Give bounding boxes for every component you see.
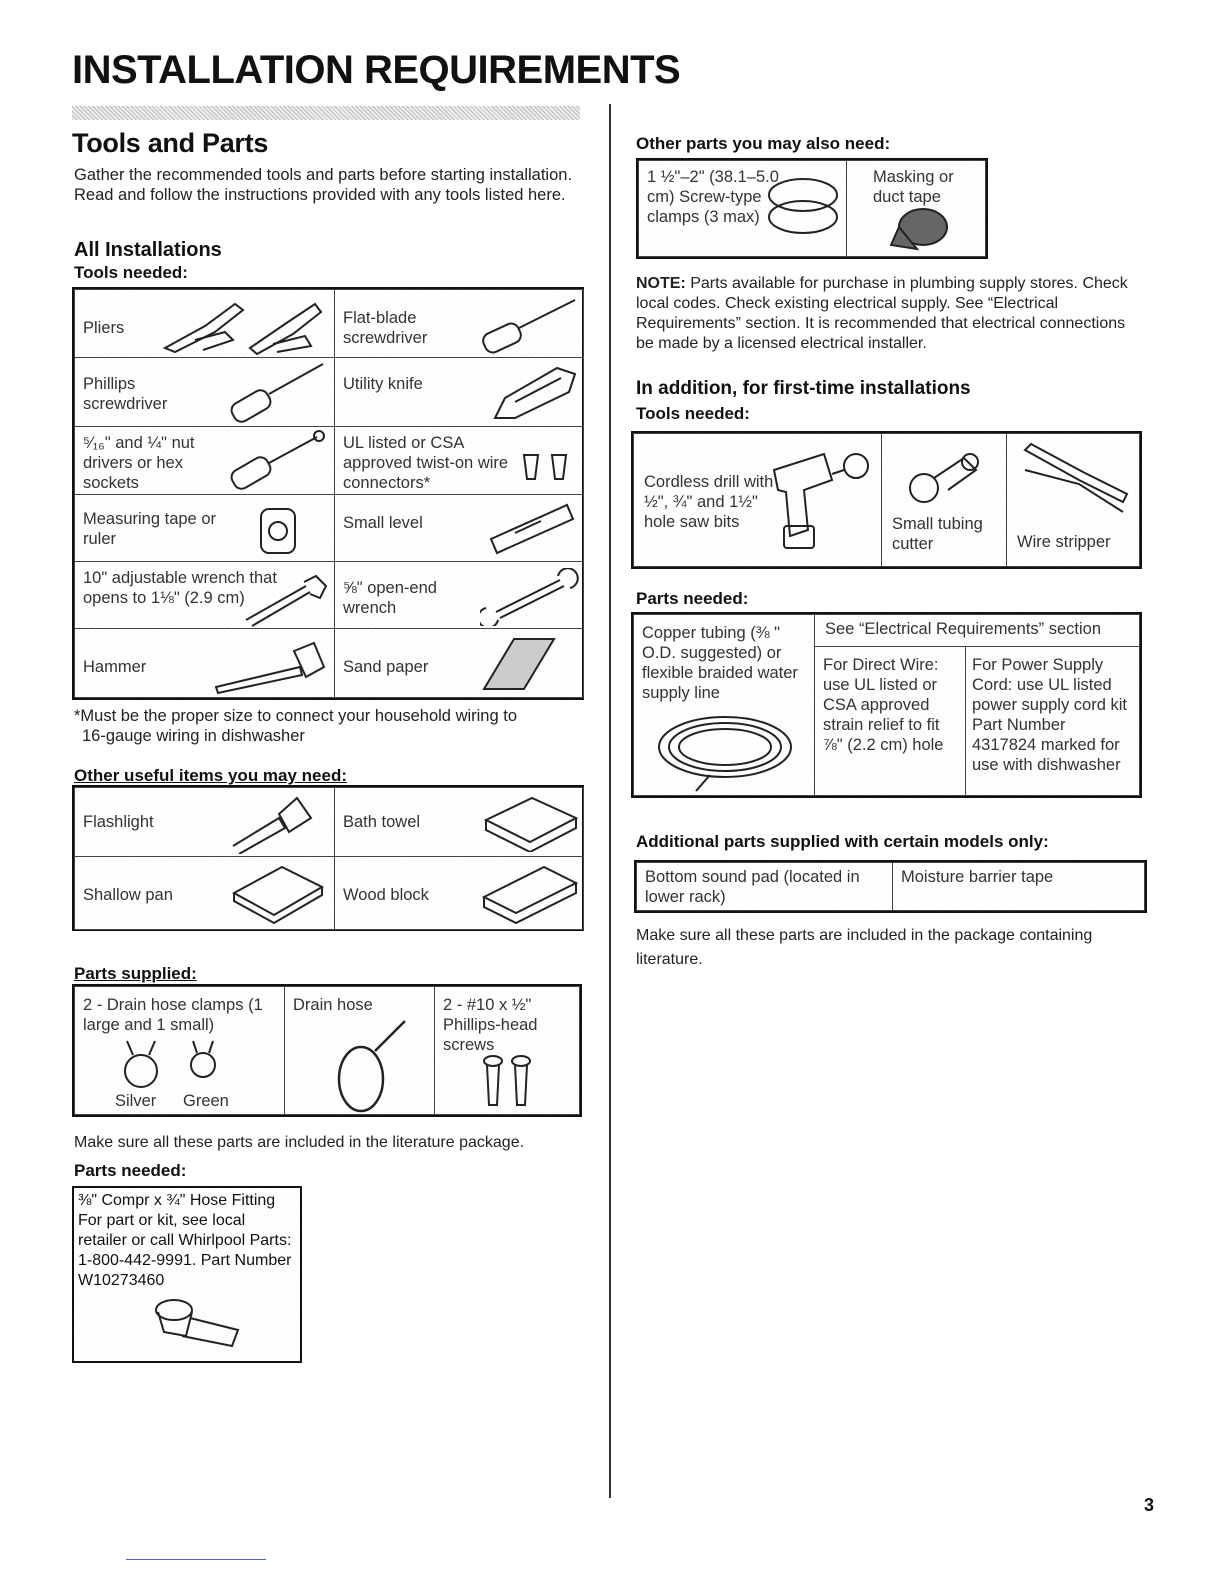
- tool-cell: 10" adjustable wrench that opens to 1⅛" (2.9 cm): [74, 561, 335, 629]
- part-cell: 2 - #10 x ½" Phillips-head screws: [434, 986, 580, 1115]
- wire-stripper-icon: [1019, 440, 1134, 520]
- tool-cell: Cordless drill with ½", ¾" and 1½" hole saw bits: [633, 433, 882, 567]
- parts-needed-table: [631, 612, 1142, 798]
- first-time-heading: In addition, for first-time installations: [636, 378, 971, 399]
- nut-driver-icon: [225, 429, 330, 491]
- tool-cell: Utility knife: [334, 357, 584, 427]
- right-parts-needed-heading: Parts needed:: [636, 589, 749, 608]
- package-note: Make sure all these parts are included in the package containing literature.: [636, 927, 1093, 968]
- other-parts-heading: Other parts you may also need:: [636, 134, 891, 153]
- open-end-wrench-icon: [480, 568, 580, 626]
- tubing-cutter-icon: [902, 440, 992, 510]
- copper-tubing-icon: [650, 709, 800, 795]
- cordless-drill-icon: [764, 440, 879, 555]
- page-title: INSTALLATION REQUIREMENTS: [72, 48, 681, 92]
- tool-cell: Small level: [334, 494, 584, 562]
- part-cell: 1 ½"–2" (38.1–5.0 cm) Screw-type clamps (3 max): [638, 160, 847, 257]
- copper-tubing-cell: Copper tubing (⅜ " O.D. suggested) or flexible braided water supply line: [633, 614, 815, 796]
- small-level-icon: [485, 499, 580, 559]
- clamp-label-green: Green: [183, 1092, 229, 1110]
- first-time-tools-table: [631, 431, 1142, 569]
- note-label: NOTE:: [636, 275, 686, 292]
- utility-knife-icon: [485, 362, 580, 424]
- tools-table: [72, 287, 584, 700]
- section-band: [72, 106, 580, 120]
- note-paragraph: [636, 274, 1146, 354]
- tool-cell: ⁵⁄₁₆" and ¼" nut drivers or hex sockets: [74, 426, 335, 495]
- hose-fitting-cell: ⅜" Compr x ¾" Hose Fitting For part or kit, see local retailer or call Whirlpool Parts: 1-800-442-9991. Part Number W10273460: [74, 1188, 299, 1360]
- other-items-table: [72, 785, 584, 931]
- hose-fitting-icon: [152, 1296, 252, 1352]
- additional-parts-table: [634, 860, 1147, 913]
- measuring-tape-icon: [255, 503, 305, 559]
- tools-needed-heading: Tools needed:: [74, 263, 188, 282]
- additional-parts-heading: Additional parts supplied with certain models only:: [636, 832, 1049, 851]
- tool-cell: ⅝" open-end wrench: [334, 561, 584, 629]
- pliers-icon: [155, 296, 325, 356]
- part-cell: Masking or duct tape: [846, 160, 986, 257]
- item-cell: Shallow pan: [74, 856, 335, 930]
- parts-supplied-table: [72, 984, 582, 1117]
- tool-cell: Phillips screwdriver: [74, 357, 335, 427]
- parts-note: Make sure all these parts are included in the literature package.: [74, 1134, 525, 1151]
- tool-cell: UL listed or CSA approved twist-on wire connectors*: [334, 426, 584, 495]
- intro-text: Gather the recommended tools and parts before starting installation. Read and follow the instructions provided with any tools listed here.: [74, 166, 573, 204]
- tool-cell: Measuring tape or ruler: [74, 494, 335, 562]
- sand-paper-icon: [480, 635, 560, 695]
- tool-cell: Hammer: [74, 628, 335, 698]
- part-cell: Drain hose: [284, 986, 435, 1115]
- hose-clamps-icon: [115, 1037, 235, 1095]
- other-useful-heading: Other useful items you may need:: [74, 766, 348, 785]
- part-cell: 2 - Drain hose clamps (1 large and 1 small) Silver Green: [74, 986, 285, 1115]
- first-time-tools-heading: Tools needed:: [636, 404, 750, 423]
- part-cell: Moisture barrier tape: [892, 862, 1145, 911]
- parts-needed-heading-left: Parts needed:: [74, 1161, 187, 1180]
- all-installations-heading: All Installations: [74, 239, 222, 261]
- hammer-icon: [210, 637, 330, 697]
- item-cell: Bath towel: [334, 787, 584, 857]
- duct-tape-icon: [887, 205, 957, 255]
- column-divider: [609, 104, 611, 1498]
- hose-fitting-box: [72, 1186, 302, 1363]
- item-cell: Flashlight: [74, 787, 335, 857]
- section-title: Tools and Parts: [72, 128, 269, 158]
- note-text: Parts available for purchase in plumbing supply stores. Check local codes. Check existing electrical supply. See “Electrical Requirements” section. It is recommended that electrical connections be made by a licensed electrical installer.: [636, 275, 1128, 352]
- flat-screwdriver-icon: [475, 294, 583, 356]
- footnote: *Must be the proper size to connect your household wiring to 16-gauge wiring in dishwasher: [74, 707, 518, 745]
- drain-hose-icon: [315, 1017, 415, 1115]
- tool-cell: Small tubing cutter: [881, 433, 1007, 567]
- part-cell: Bottom sound pad (located in lower rack): [636, 862, 893, 911]
- screws-icon: [479, 1053, 539, 1113]
- see-electrical-cell: See “Electrical Requirements” section: [814, 614, 1140, 647]
- phillips-screwdriver-icon: [225, 360, 330, 425]
- tool-cell: Wire stripper: [1006, 433, 1140, 567]
- power-cord-cell: For Power Supply Cord: use UL listed power supply cord kit Part Number 4317824 marked for use with dishwasher: [965, 646, 1140, 796]
- page-number: 3: [1143, 1495, 1154, 1515]
- clamp-label-silver: Silver: [115, 1092, 157, 1110]
- other-parts-table: [636, 158, 988, 259]
- direct-wire-cell: For Direct Wire: use UL listed or CSA approved strain relief to fit ⅞" (2.2 cm) hole: [814, 646, 966, 796]
- parts-supplied-heading: Parts supplied:: [74, 964, 197, 983]
- footer-line: [126, 1559, 266, 1560]
- tool-cell: Pliers: [74, 289, 335, 358]
- item-cell: Wood block: [334, 856, 584, 930]
- tool-cell: Flat-blade screwdriver: [334, 289, 584, 358]
- wire-connectors-icon: [520, 449, 580, 487]
- tool-cell: Sand paper: [334, 628, 584, 698]
